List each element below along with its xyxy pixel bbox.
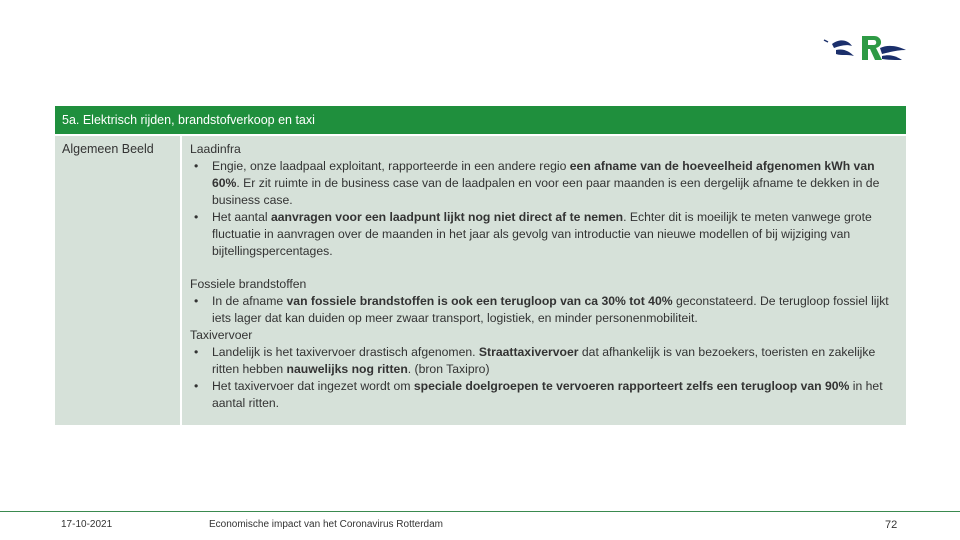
bold-text: Straattaxivervoer: [478, 345, 579, 359]
text-segment: Het taxivervoer dat ingezet wordt om: [212, 379, 414, 393]
bullet-icon: •: [194, 379, 199, 393]
text-segment: in het aantal ritten.: [212, 379, 883, 410]
left-cell: [55, 136, 180, 425]
bullet-icon: •: [194, 294, 199, 308]
bold-text: van fossiele brandstoffen is ook een terugloop van ca 30% tot 40%: [286, 294, 673, 308]
text-segment: Het aantal: [212, 210, 271, 224]
text-segment: . Echter dit is moeilijk te meten vanwege grote fluctuatie in aanvragen over de maanden in het jaar als gevolg van introductie van nieuwe modellen of bij wijziging van bijtellingspercentages.: [212, 210, 872, 258]
left-label: Algemeen Beeld: [62, 142, 154, 156]
bullet-list: [190, 158, 902, 260]
content-sections: [190, 141, 902, 412]
bold-text: aanvragen voor een laadpunt lijkt nog niet direct af te nemen: [270, 210, 624, 224]
footer-date: 17-10-2021: [61, 519, 113, 530]
table-header: 5a. Elektrisch rijden, brandstofverkoop en taxi: [55, 106, 906, 134]
bullet-list: [190, 293, 902, 327]
bold-text: nauwelijks nog ritten: [286, 362, 408, 376]
text-segment: geconstateerd. De terugloop fossiel lijkt iets lager dat kan duiden op meer zwaar transport, logistiek, en minder personenmobiliteit.: [212, 294, 889, 325]
content-table: [55, 106, 906, 425]
text-segment: . (bron Taxipro): [407, 362, 490, 376]
bullet-item: [190, 158, 902, 209]
bullet-item: [190, 344, 902, 378]
bullet-icon: •: [194, 210, 199, 224]
bullet-item: [190, 209, 902, 260]
bullet-item: [190, 293, 902, 327]
bold-text: speciale doelgroepen te vervoeren rapporteert zelfs een terugloop van 90%: [413, 379, 850, 393]
text-segment: Landelijk is het taxivervoer drastisch afgenomen.: [212, 345, 479, 359]
bullet-list: [190, 344, 902, 412]
text-segment: dat afhankelijk is van bezoekers, toeristen en zakelijke ritten hebben: [212, 345, 876, 376]
footer-divider: [0, 511, 960, 512]
bullet-icon: •: [194, 159, 199, 173]
bold-text: een afname van de hoeveelheid afgenomen kWh van 60%: [212, 159, 875, 190]
bullet-icon: •: [194, 345, 199, 359]
section-gap: [190, 260, 902, 276]
section-title: Taxivervoer: [190, 328, 253, 342]
right-cell: [182, 136, 906, 425]
section-title: Fossiele brandstoffen: [190, 277, 307, 291]
text-segment: Engie, onze laadpaal exploitant, rapporteerde in een andere regio: [212, 159, 570, 173]
section-title: Laadinfra: [190, 142, 241, 156]
footer-title: Economische impact van het Coronavirus Rotterdam: [209, 519, 443, 530]
rotterdam-logo-icon: [822, 30, 910, 64]
text-segment: . Er zit ruimte in de business case van de laadpalen en voor een paar maanden is een dergelijk afname te dekken in de business case.: [212, 176, 880, 207]
text-segment: In de afname: [212, 294, 287, 308]
page-number: 72: [885, 519, 898, 531]
bullet-item: [190, 378, 902, 412]
